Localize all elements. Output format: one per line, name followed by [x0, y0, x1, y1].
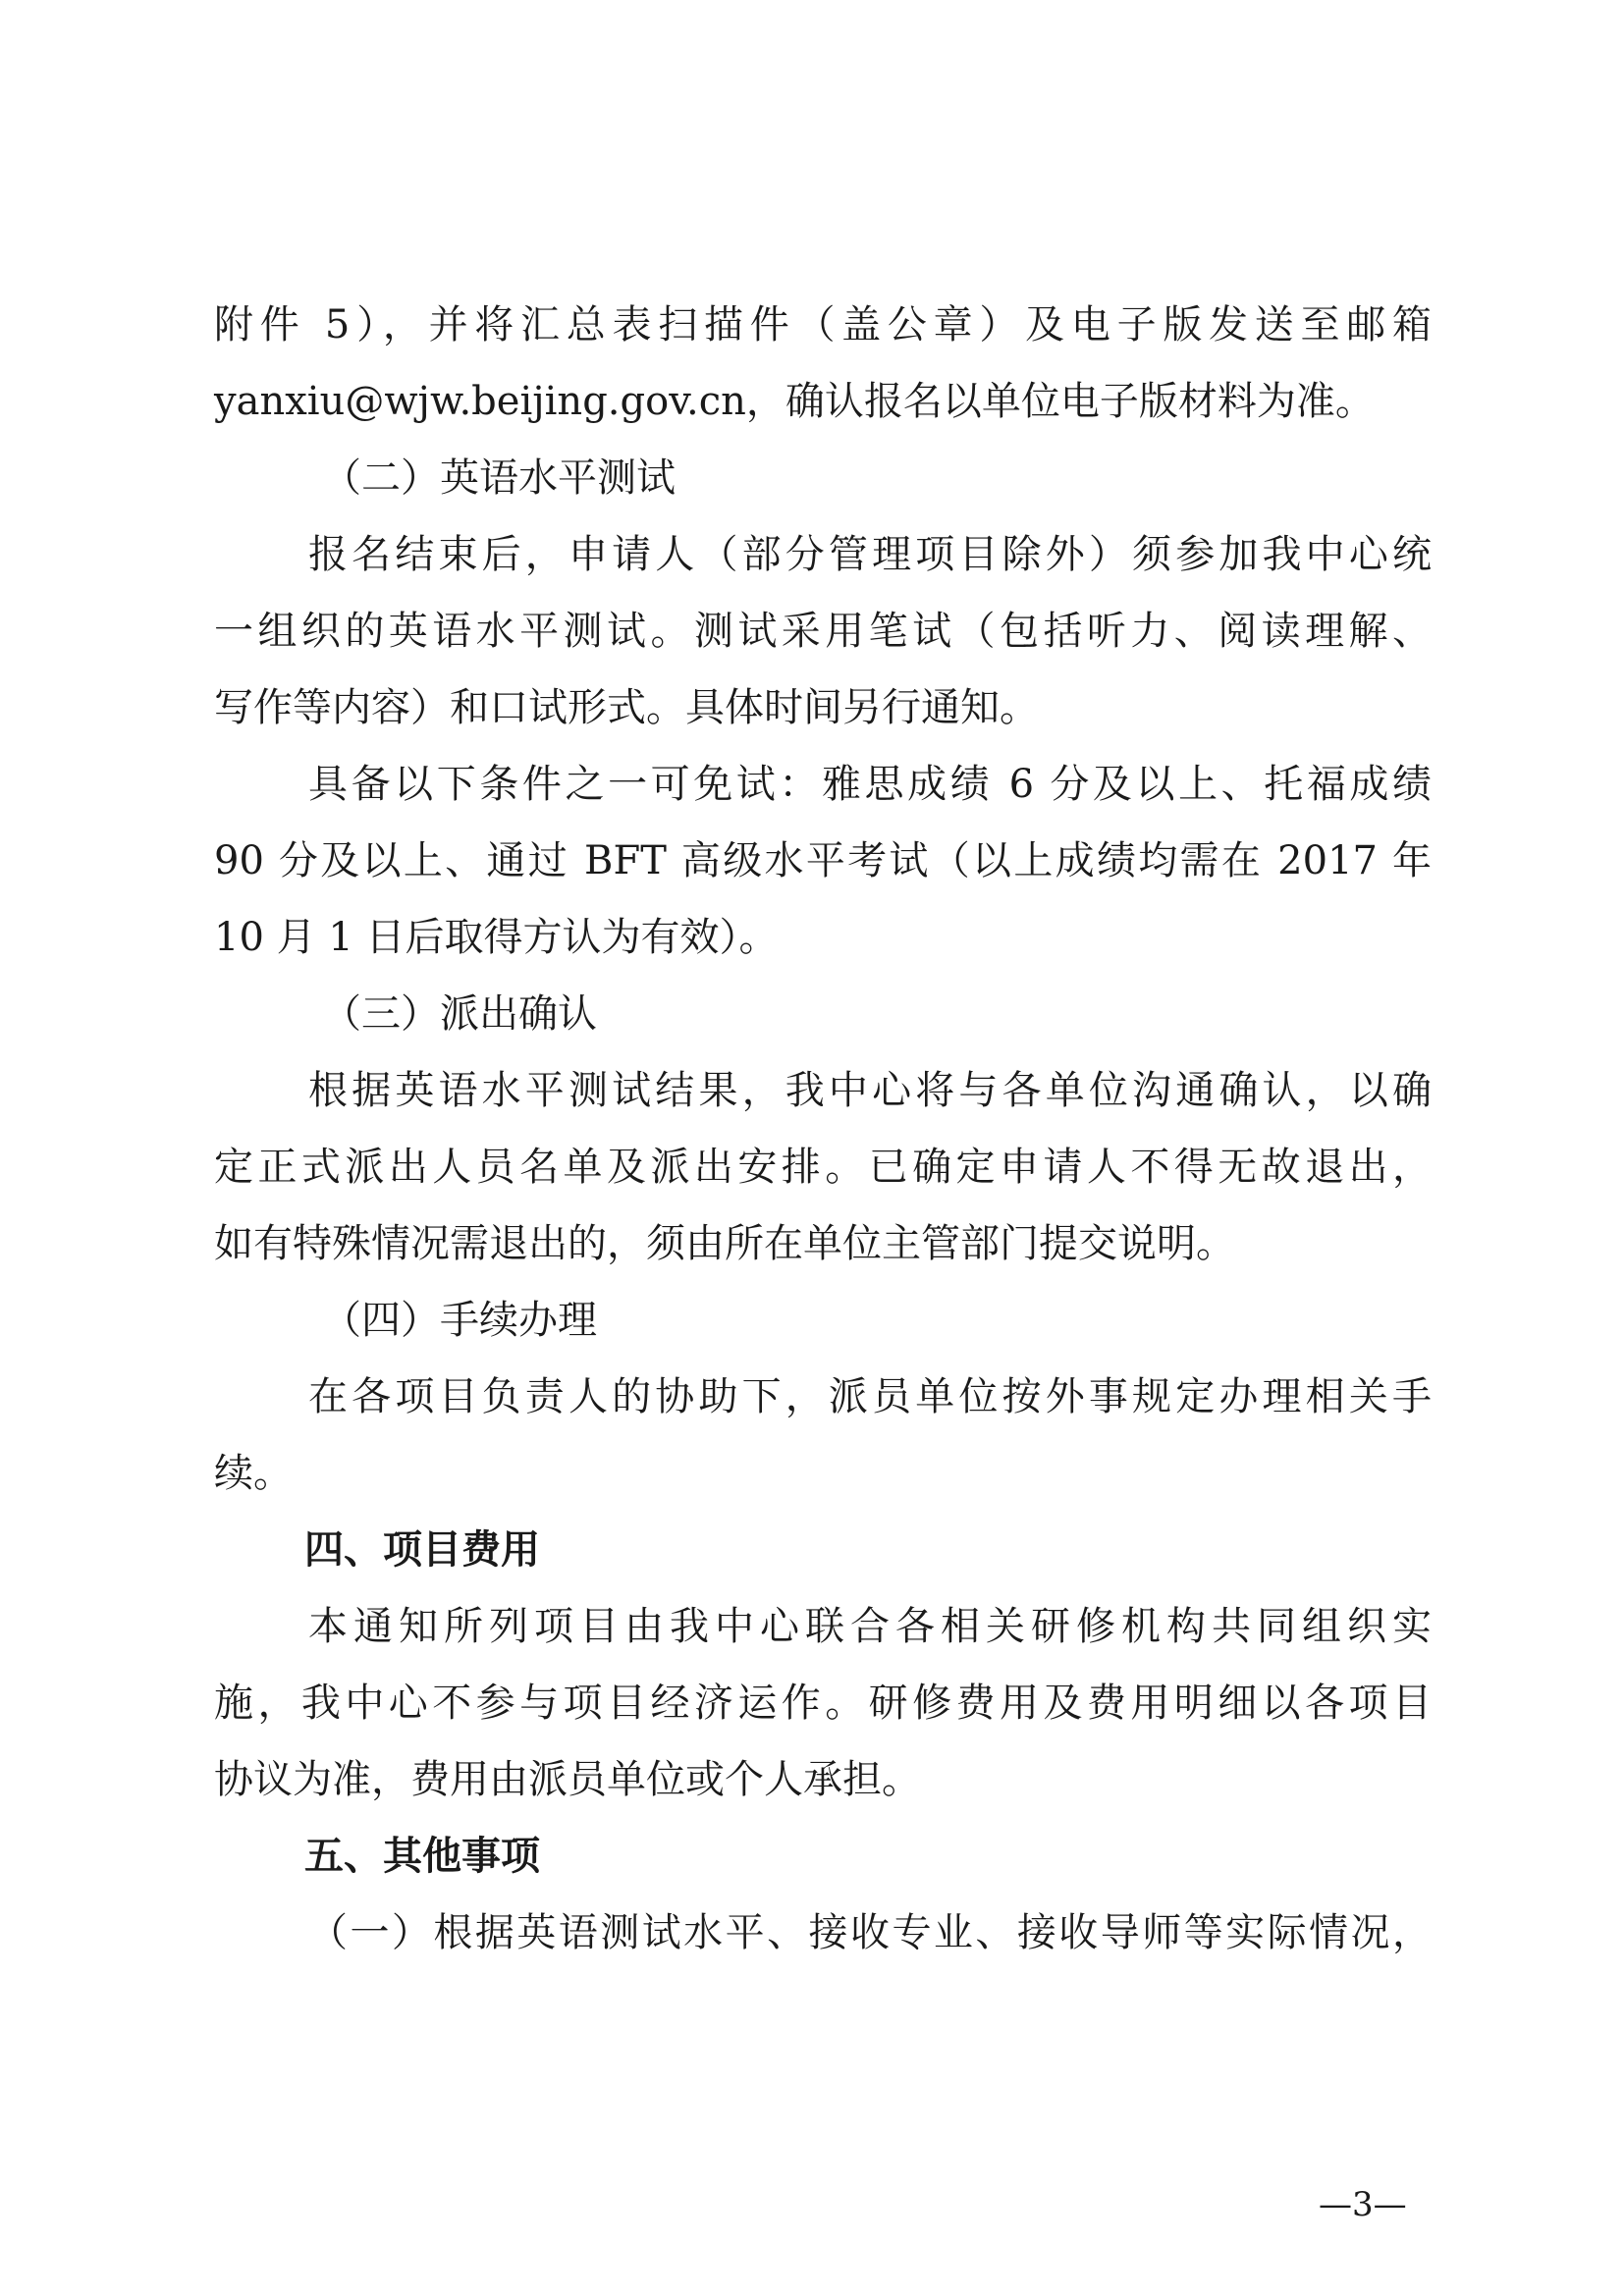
section-heading: （三）派出确认	[322, 991, 597, 1037]
paragraph-line: 90 分及以上、通过 BFT 高级水平考试（以上成绩均需在 2017 年	[214, 838, 1432, 883]
section-heading: （四）手续办理	[322, 1298, 597, 1343]
paragraph-line: 报名结束后，申请人（部分管理项目除外）须参加我中心统	[308, 532, 1432, 577]
paragraph-line: 定正式派出人员名单及派出安排。已确定申请人不得无故退出，	[214, 1145, 1432, 1190]
chapter-heading: 四、项目费用	[304, 1527, 540, 1573]
page-number: —3—	[1319, 2185, 1407, 2224]
paragraph-line: 一组织的英语水平测试。测试采用笔试（包括听力、阅读理解、	[214, 609, 1432, 654]
paragraph-line: 施，我中心不参与项目经济运作。研修费用及费用明细以各项目	[214, 1681, 1432, 1726]
paragraph-line: 写作等内容）和口试形式。具体时间另行通知。	[214, 685, 1039, 730]
paragraph-line: 根据英语水平测试结果，我中心将与各单位沟通确认，以确	[308, 1068, 1432, 1113]
paragraph-line: 10 月 1 日后取得方认为有效）。	[214, 915, 779, 960]
paragraph-line: yanxiu@wjw.beijing.gov.cn，确认报名以单位电子版材料为准。	[214, 379, 1375, 424]
chapter-heading: 五、其他事项	[304, 1834, 540, 1879]
paragraph-line: 如有特殊情况需退出的，须由所在单位主管部门提交说明。	[214, 1221, 1235, 1266]
paragraph-line: 附件 5），并将汇总表扫描件（盖公章）及电子版发送至邮箱	[214, 302, 1432, 347]
paragraph-line: 续。	[214, 1451, 293, 1496]
section-heading: （二）英语水平测试	[322, 455, 676, 501]
paragraph-line: 在各项目负责人的协助下，派员单位按外事规定办理相关手	[308, 1374, 1432, 1419]
paragraph-line: 协议为准，费用由派员单位或个人承担。	[214, 1757, 921, 1802]
paragraph-line: 本通知所列项目由我中心联合各相关研修机构共同组织实	[308, 1604, 1432, 1649]
paragraph-line: （一）根据英语测试水平、接收专业、接收导师等实际情况，	[308, 1910, 1432, 1955]
paragraph-line: 具备以下条件之一可免试：雅思成绩 6 分及以上、托福成绩	[308, 762, 1432, 807]
